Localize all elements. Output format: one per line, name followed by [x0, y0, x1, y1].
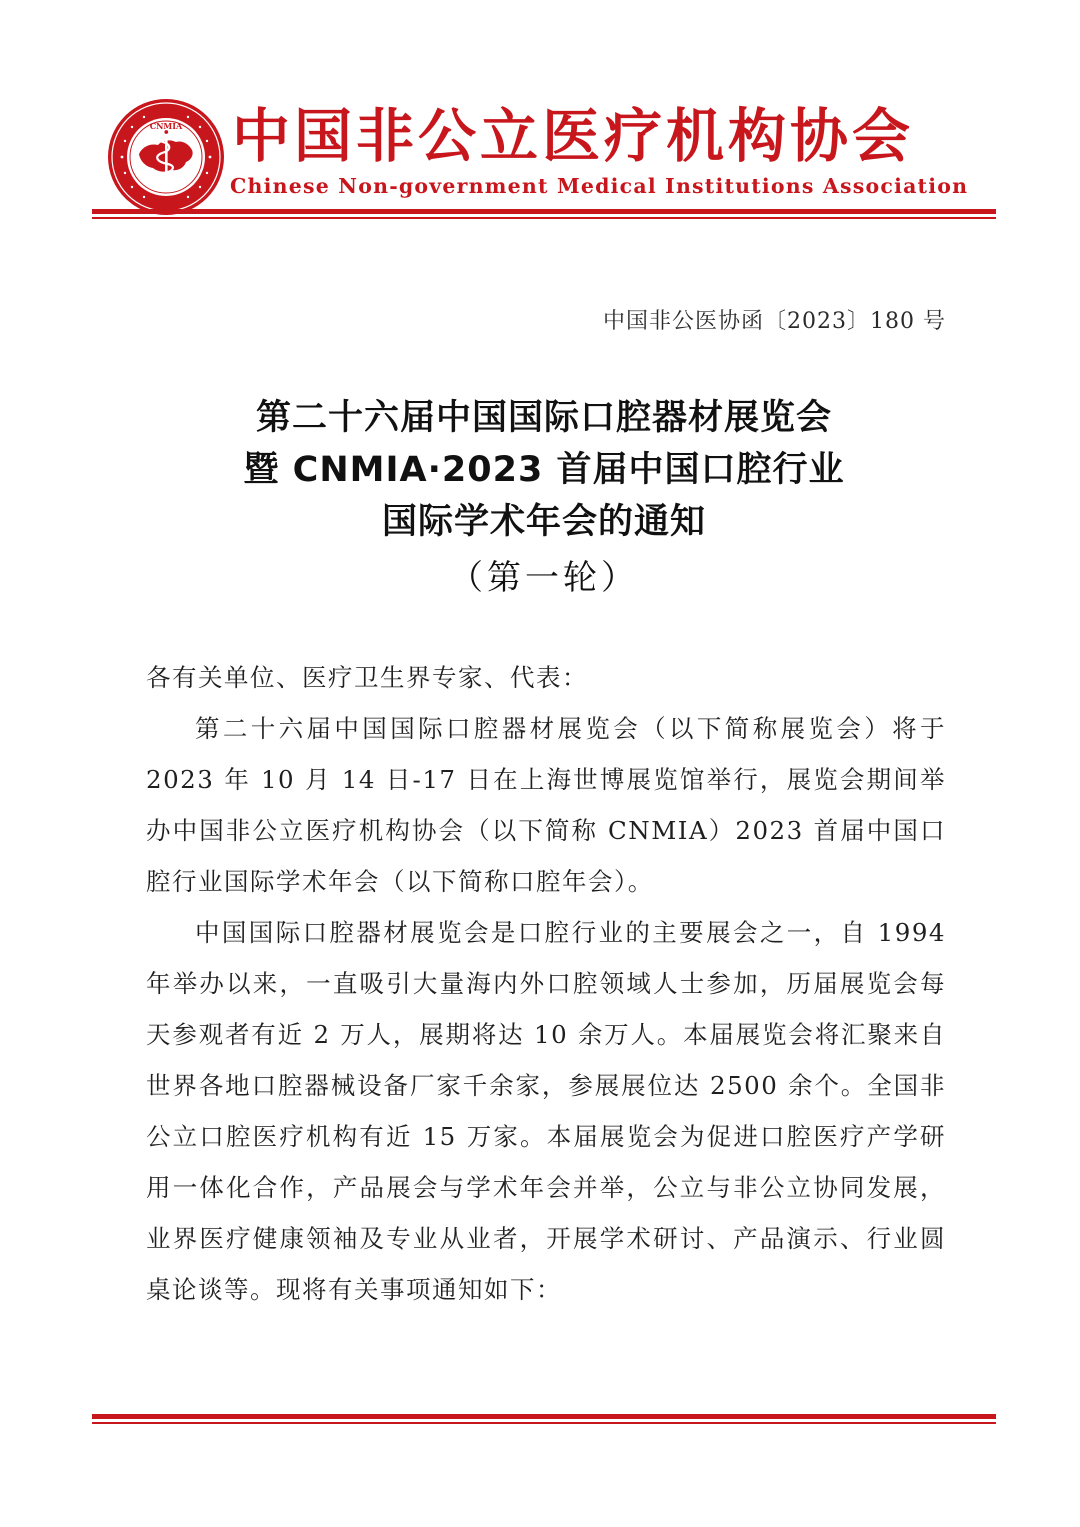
title-line-3: 国际学术年会的通知 — [381, 502, 706, 542]
body-paragraph-2: 中国国际口腔器材展览会是口腔行业的主要展会之一，自 1994 年举办以来，一直吸引大量海内外口腔领域人士参加，历届展览会每天参观者有近 2 万人，展期将达 10 余万人。本届展览会将汇聚来自世界各地口腔器械设备厂家千余家，参展展位达 2500 余个。全国非公立口腔医疗机构有近 15 万家。本届展览会为促进口腔医疗产学研用一体化合作，产品展会与学术年会并举，公立与非公立协同发展，业界医疗健康领袖及专业从业者，开展学术研讨、产品演示、行业圆桌论谈等。现将有关事项通知如下： — [146, 918, 946, 1304]
document-body — [146, 652, 946, 1315]
body-paragraph-1: 第二十六届中国国际口腔器材展览会（以下简称展览会）将于 2023 年 10 月 14 日-17 日在上海世博展览馆举行，展览会期间举办中国非公立医疗机构协会（以下简称 CNMIA）2023 首届中国口腔行业国际学术年会（以下简称口腔年会）。 — [146, 714, 946, 896]
title-line-1: 第二十六届中国国际口腔器材展览会 — [255, 398, 832, 438]
title-line-2: 暨 CNMIA·2023 首届中国口腔行业 — [243, 450, 845, 490]
salutation: 各有关单位、医疗卫生界专家、代表： — [146, 663, 588, 692]
caduceus-globe-seal-icon — [106, 97, 226, 217]
footer-rule — [92, 1414, 996, 1424]
org-name-en: Chinese Non-government Medical Institutions Association — [230, 174, 969, 198]
document-number: 中国非公医协函〔2023〕180 号 — [603, 309, 946, 334]
header-rule — [92, 209, 996, 219]
letterhead — [0, 0, 1080, 240]
title-round: （第一轮） — [449, 558, 639, 598]
emblem-center-text: CNMIA — [149, 121, 183, 131]
document-title — [92, 392, 996, 608]
org-name-cn: 中国非公立医疗机构协会 — [232, 102, 915, 170]
